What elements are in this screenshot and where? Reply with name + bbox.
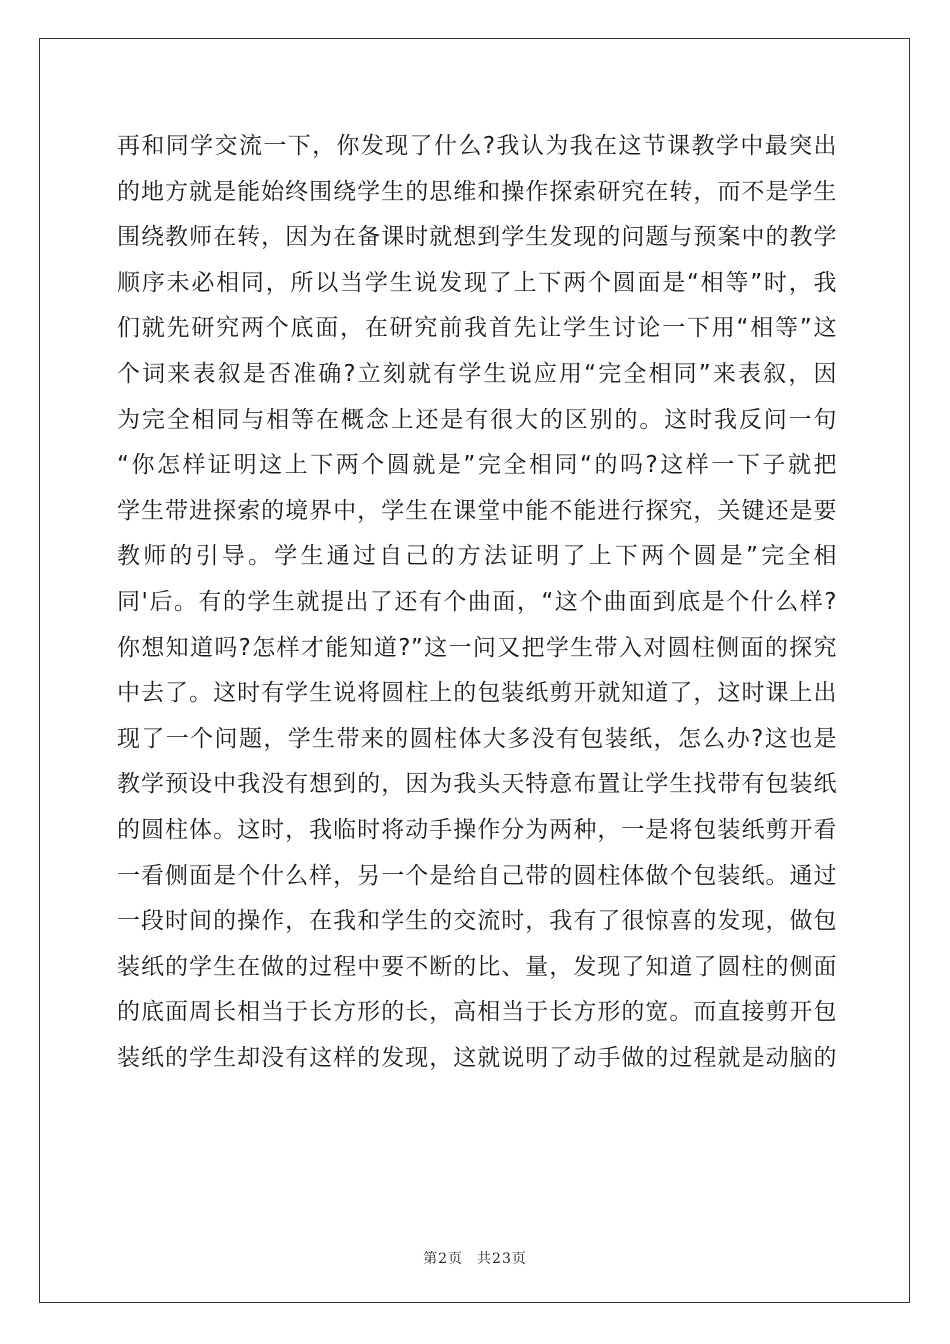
page-footer bbox=[0, 1248, 950, 1268]
document-body bbox=[117, 124, 837, 1081]
text-line: 同'后。有的学生就提出了还有个曲面，“这个曲面到底是个什么样? bbox=[117, 588, 837, 615]
text-line: 学生带进探索的境界中，学生在课堂中能不能进行探究，关键还是要 bbox=[117, 497, 837, 524]
text-line: 为完全相同与相等在概念上还是有很大的区别的。这时我反问一句 bbox=[117, 406, 837, 433]
text-line: 们就先研究两个底面，在研究前我首先让学生讨论一下用“相等”这 bbox=[117, 315, 837, 342]
text-line: 一段时间的操作，在我和学生的交流时，我有了很惊喜的发现，做包 bbox=[117, 908, 837, 935]
page-number: 第2页 bbox=[423, 1251, 464, 1267]
text-line: 的地方就是能始终围绕学生的思维和操作探索研究在转，而不是学生 bbox=[117, 178, 837, 205]
text-line: 中去了。这时有学生说将圆柱上的包装纸剪开就知道了，这时课上出 bbox=[117, 680, 837, 707]
text-line: 的底面周长相当于长方形的长，高相当于长方形的宽。而直接剪开包 bbox=[117, 999, 837, 1026]
text-line: 教师的引导。学生通过自己的方法证明了上下两个圆是”完全相 bbox=[117, 543, 837, 570]
text-line: 现了一个问题，学生带来的圆柱体大多没有包装纸，怎么办?这也是 bbox=[117, 725, 837, 752]
text-line: 个词来表叙是否准确?立刻就有学生说应用“完全相同”来表叙，因 bbox=[117, 360, 837, 387]
text-line: “你怎样证明这上下两个圆就是”完全相同“的吗?这样一下子就把 bbox=[117, 452, 837, 479]
text-line: 一看侧面是个什么样，另一个是给自己带的圆柱体做个包装纸。通过 bbox=[117, 862, 837, 889]
text-line: 装纸的学生却没有这样的发现，这就说明了动手做的过程就是动脑的 bbox=[117, 1044, 837, 1071]
text-line: 的圆柱体。这时，我临时将动手操作分为两种，一是将包装纸剪开看 bbox=[117, 816, 837, 843]
text-line: 再和同学交流一下，你发现了什么?我认为我在这节课教学中最突出 bbox=[117, 133, 837, 159]
page-total: 共23页 bbox=[477, 1251, 527, 1267]
text-line: 围绕教师在转，因为在备课时就想到学生发现的问题与预案中的教学 bbox=[117, 224, 837, 251]
text-line: 你想知道吗?怎样才能知道?”这一问又把学生带入对圆柱侧面的探究 bbox=[117, 634, 837, 661]
text-line: 顺序未必相同，所以当学生说发现了上下两个圆面是“相等”时，我 bbox=[117, 269, 837, 296]
text-line: 教学预设中我没有想到的，因为我头天特意布置让学生找带有包装纸 bbox=[117, 771, 837, 798]
text-line: 装纸的学生在做的过程中要不断的比、量，发现了知道了圆柱的侧面 bbox=[117, 953, 837, 980]
